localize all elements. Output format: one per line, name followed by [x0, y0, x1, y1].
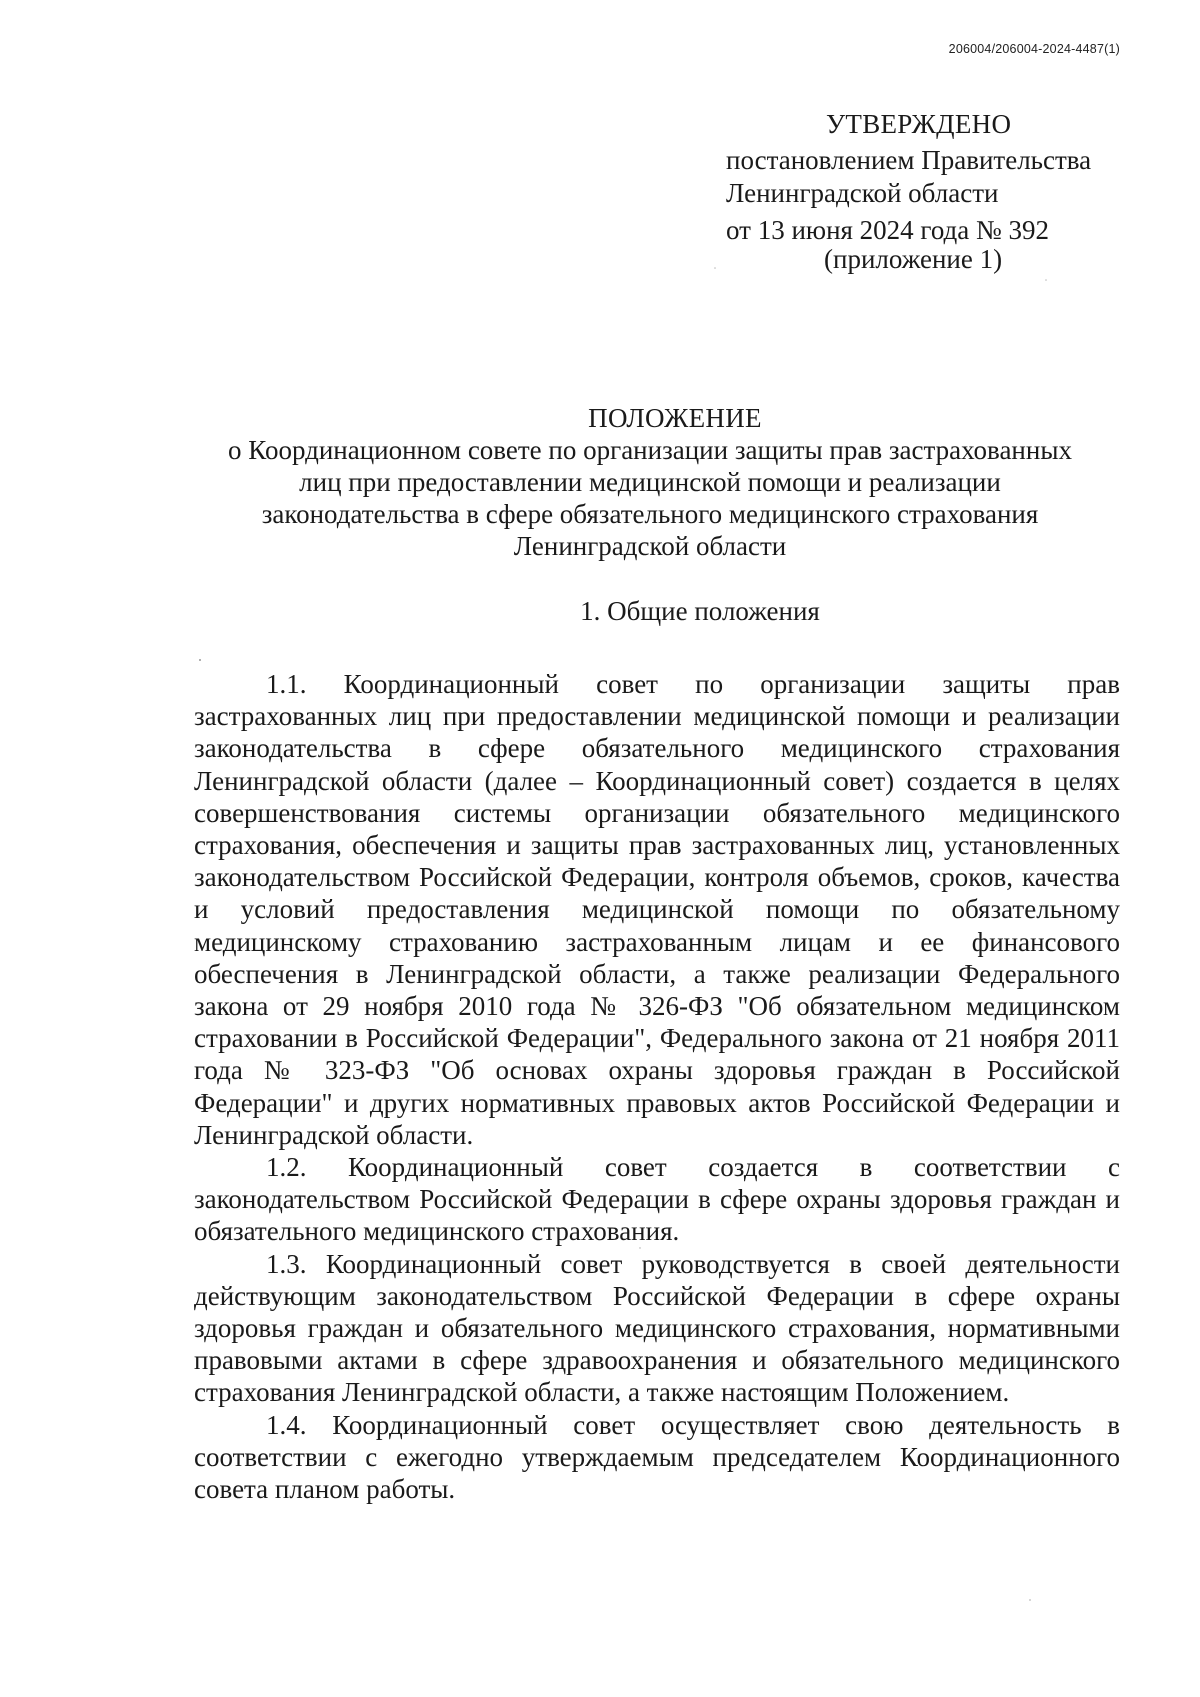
approval-line-region: Ленинградской области [726, 178, 999, 208]
document-subtitle-line-2: лиц при предоставлении медицинской помощи и реализации [299, 467, 1001, 497]
document-subtitle-line-3: законодательства в сфере обязательного медицинского страхования [261, 499, 1039, 529]
approval-heading: УТВЕРЖДЕНО [826, 109, 1012, 139]
paragraph-1-1: 1.1. Координационный совет по организации защиты прав застрахованных лиц при предоставлении медицинской помощи и реализации законодательства в сфере обязательного медицинского страхования Ленинградской области (далее – Координационный совет) создается в целях совершенствования системы организации обязательного медицинского страхования, обеспечения и защиты прав застрахованных лиц, установленных законодательством Российской Федерации, контроля объемов, сроков, качества и условий предоставления медицинской помощи по обязательному медицинскому страхованию застрахованным лицам и ее финансового обеспечения в Ленинградской области, а также реализации Федерального закона от 29 ноября 2010 года № 326-ФЗ "Об обязательном медицинском страховании в Российской Федерации", Федерального закона от 21 ноября 2011 года № 323-ФЗ "Об основах охраны здоровья граждан в Российской Федерации" и других нормативных правовых актов Российской Федерации и Ленинградской области. [194, 669, 1120, 1150]
paragraph-1-3: 1.3. Координационный совет руководствуется в своей деятельности действующим законодательством Российской Федерации в сфере охраны здоровья граждан и обязательного медицинского страхования, нормативными правовыми актами в сфере здравоохранения и обязательного медицинского страхования Ленинградской области, а также настоящим Положением. [194, 1248, 1120, 1408]
section-heading: 1. Общие положения [580, 596, 820, 626]
document-id: 206004/206004-2024-4487(1) [948, 42, 1120, 56]
document-subtitle-line-4: Ленинградской области [513, 531, 787, 561]
document-title: ПОЛОЖЕНИЕ [588, 403, 762, 433]
document-body [194, 668, 1120, 1505]
approval-line-resolution: постановлением Правительства [726, 145, 1092, 175]
paragraph-1-2: 1.2. Координационный совет создается в соответствии с законодательством Российской Федерации в сфере охраны здоровья граждан и обязательного медицинского страхования. [194, 1152, 1120, 1247]
approval-line-date: от 13 июня 2024 года № 392 [726, 215, 1050, 245]
approval-block [726, 108, 1126, 276]
approval-line-appendix: (приложение 1) [824, 244, 1003, 274]
document-subtitle-line-1: о Координационном совете по организации защиты прав застрахованных [228, 435, 1072, 465]
document-title-block [150, 402, 1150, 562]
paragraph-1-4: 1.4. Координационный совет осуществляет свою деятельность в соответствии с ежегодно утверждаемым председателем Координационного совета планом работы. [194, 1409, 1120, 1505]
